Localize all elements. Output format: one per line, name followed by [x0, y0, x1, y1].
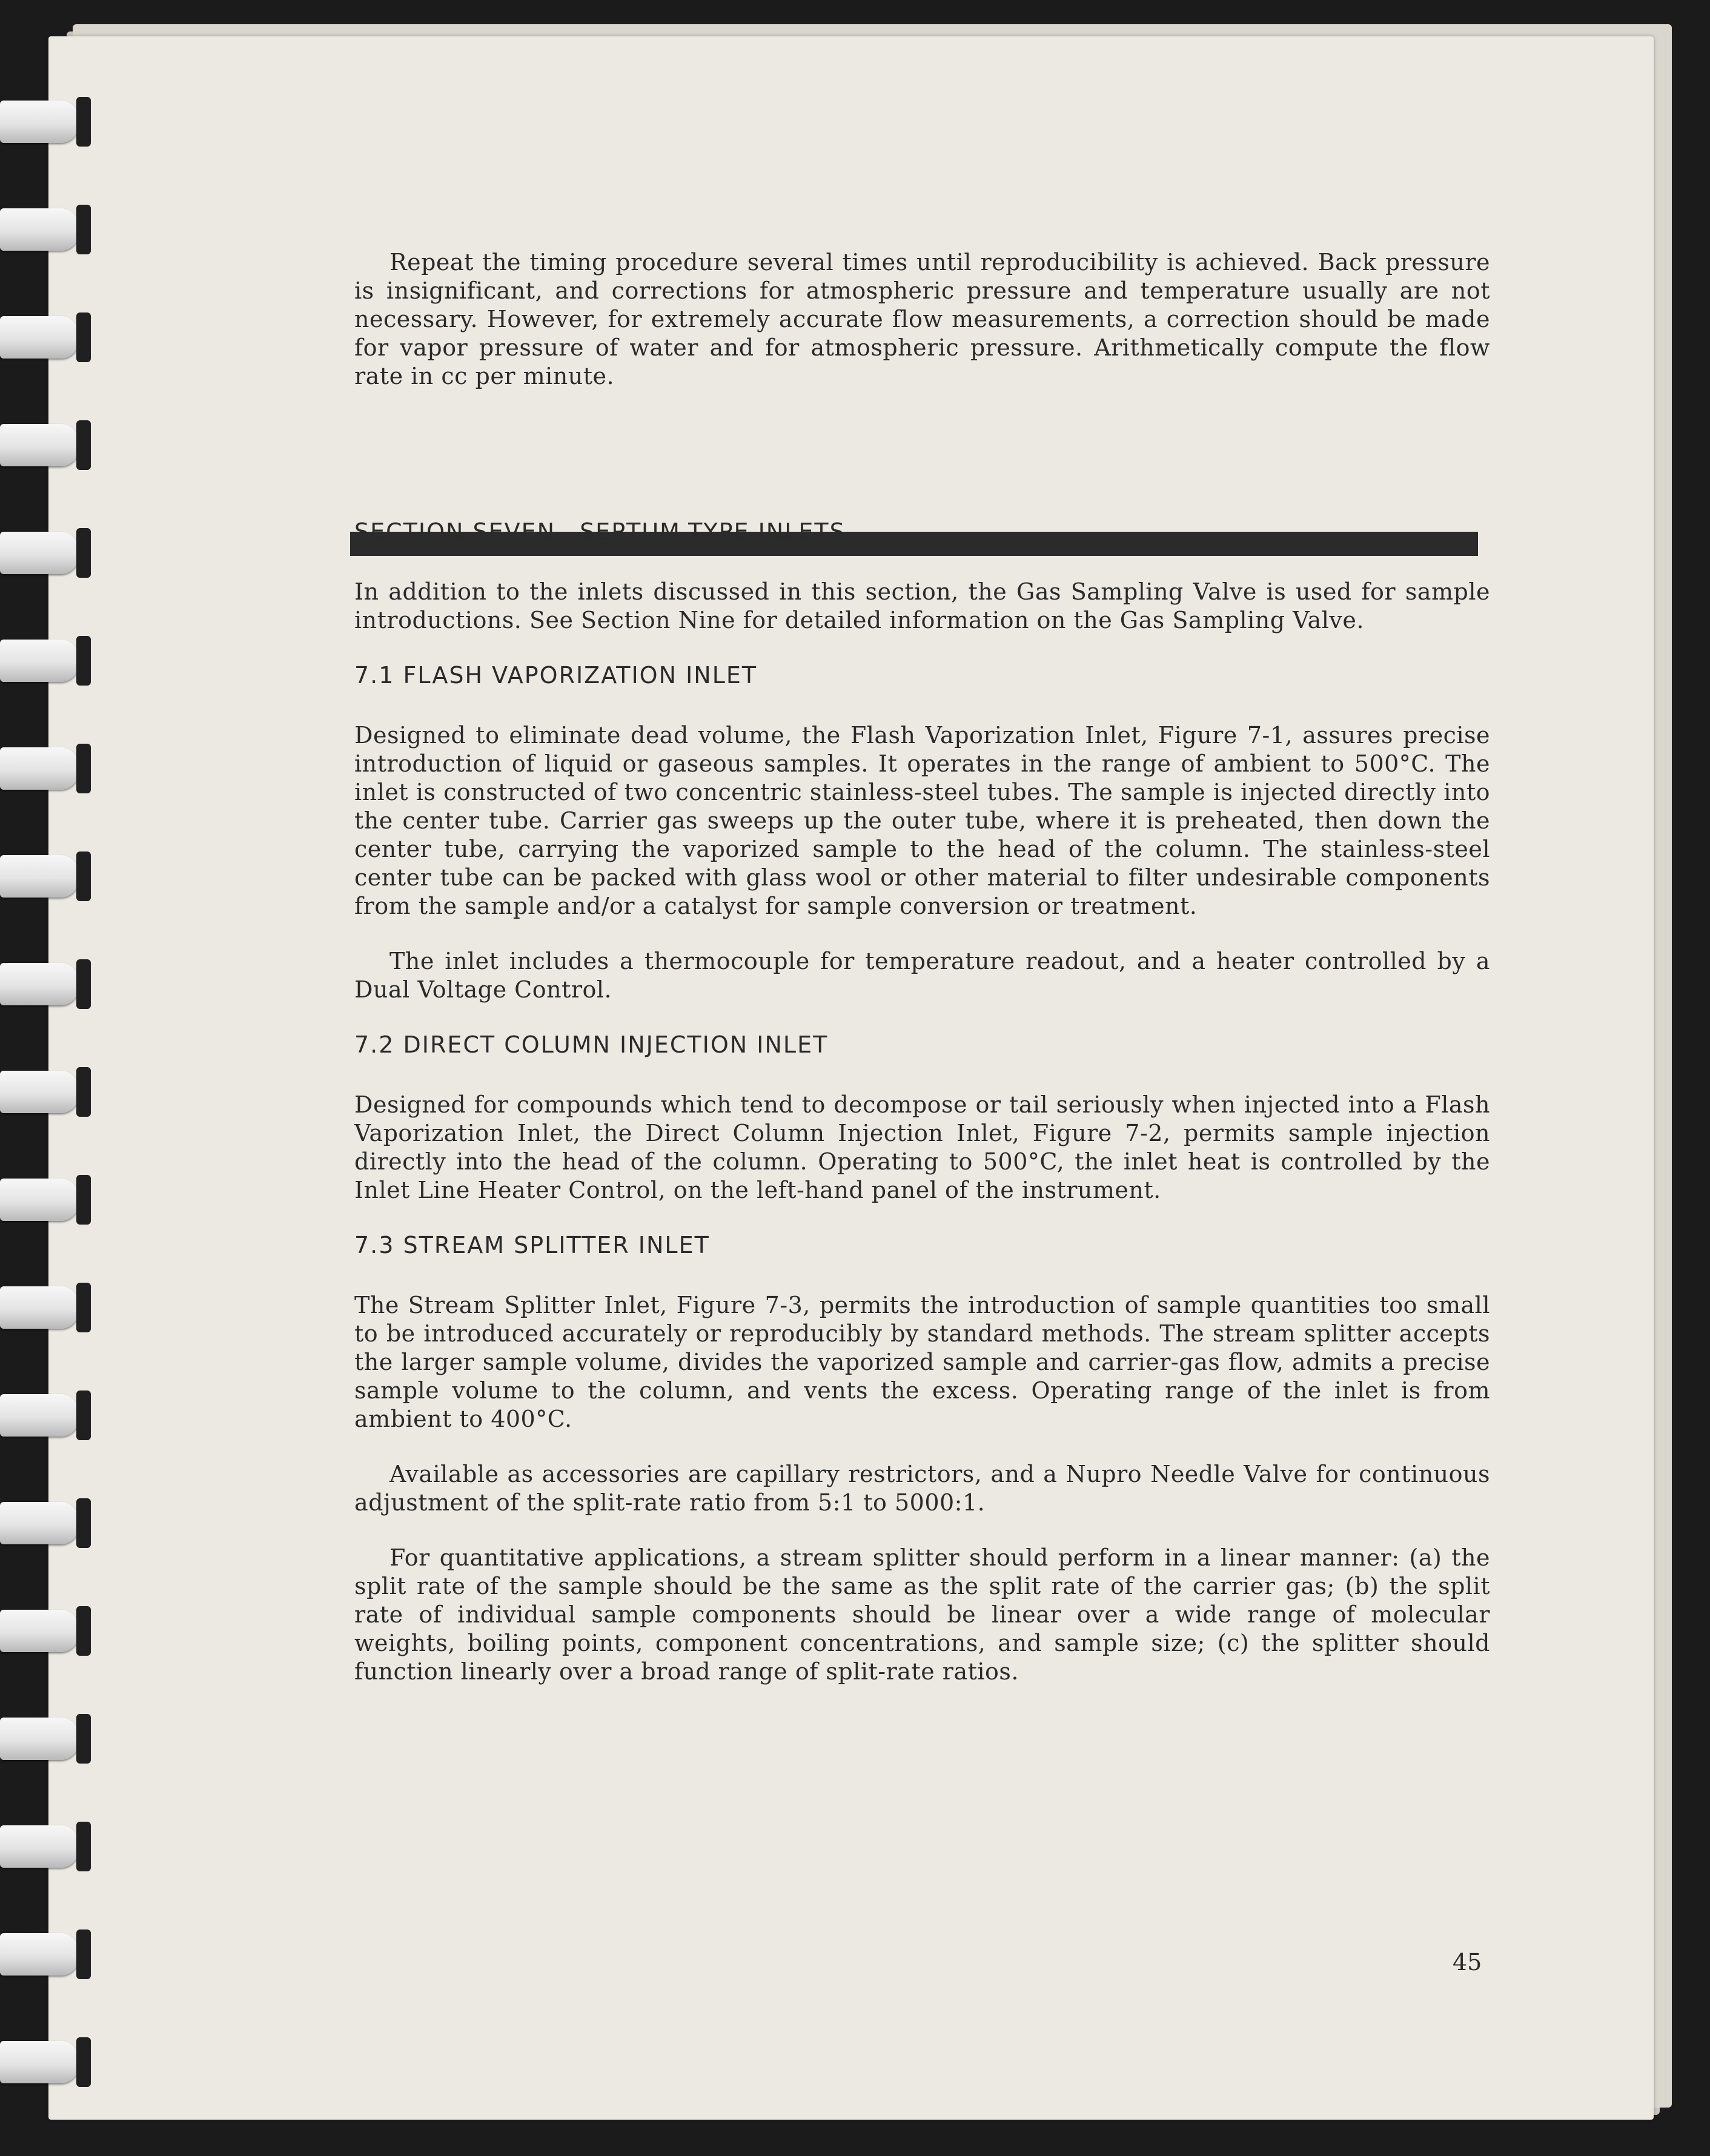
- binding-ring-tip: [76, 205, 91, 254]
- binding-ring: [0, 1390, 97, 1441]
- subsection-heading-7-1: 7.1 FLASH VAPORIZATION INLET: [354, 662, 758, 689]
- binding-ring-loop: [0, 1610, 79, 1652]
- flash-inlet-thermocouple-paragraph: The inlet includes a thermocouple for temperature readout, and a heater controlled by a Dual Voltage Control.: [354, 948, 1490, 1003]
- intro-paragraph: Repeat the timing procedure several times until reproducibility is achieved. Back pressure is insignificant, and corrections for atmospheric pressure and temperature usually are not necessary. However, for extremely accurate flow measurements, a correction should be made for vapor pressure of water and for atmospheric pressure. Arithmetically compute the flow rate in cc per minute.: [354, 249, 1490, 389]
- binding-ring-tip: [76, 1390, 91, 1440]
- flash-inlet-paragraph: Designed to eliminate dead volume, the Flash Vaporization Inlet, Figure 7-1, assures precise introduction of liquid or gaseous samples. It operates in the range of ambient to 500°C. The inlet is constructed of two concentric stainless-steel tubes. The sample is injected directly into the center tube. Carrier gas sweeps up the outer tube, where it is preheated, then down the center tube, carrying the vaporized sample to the head of the column. The stainless-steel center tube can be packed with glass wool or other material to filter undesirable components from the sample and/or a catalyst for sample conversion or treatment.: [354, 722, 1490, 919]
- binding-ring-loop: [0, 1933, 79, 1976]
- binding-ring-loop: [0, 1071, 79, 1113]
- binding-ring: [0, 851, 97, 902]
- section-title: SEPTUM-TYPE INLETS: [580, 518, 846, 545]
- binding-ring-tip: [76, 1606, 91, 1656]
- binding-ring-loop: [0, 1502, 79, 1544]
- binding-ring-loop: [0, 2041, 79, 2083]
- binding-ring: [0, 2037, 97, 2088]
- binding-ring: [0, 1498, 97, 1549]
- binding-ring-tip: [76, 851, 91, 901]
- binding-ring: [0, 1822, 97, 1873]
- binding-ring-loop: [0, 640, 79, 682]
- binding-ring: [0, 528, 97, 579]
- binding-ring-loop: [0, 1825, 79, 1868]
- binding-ring-loop: [0, 532, 79, 574]
- binding-ring: [0, 1175, 97, 1226]
- binding-ring: [0, 97, 97, 148]
- binding-ring-tip: [76, 312, 91, 362]
- direct-column-paragraph: Designed for compounds which tend to decompose or tail seriously when injected into a Flash Vaporization Inlet, the Direct Column Injection Inlet, Figure 7-2, permits sample injection directly into the head of the column. Operating to 500°C, the inlet heat is controlled by the Inlet Line Heater Control, on the left-hand panel of the instrument.: [354, 1091, 1490, 1203]
- binding-ring: [0, 636, 97, 687]
- accessories-paragraph: Available as accessories are capillary restrictors, and a Nupro Needle Valve for continuous adjustment of the split-rate ratio from 5:1 to 5000:1.: [354, 1461, 1490, 1516]
- binding-ring-tip: [76, 2037, 91, 2087]
- binding-ring-tip: [76, 1714, 91, 1764]
- binding-ring-tip: [76, 744, 91, 793]
- section-intro-paragraph: In addition to the inlets discussed in this section, the Gas Sampling Valve is used for sample introductions. See Section Nine for detailed information on the Gas Sampling Valve.: [354, 578, 1490, 633]
- binding-ring-loop: [0, 101, 79, 143]
- binding-ring-tip: [76, 528, 91, 578]
- binding-ring-loop: [0, 747, 79, 790]
- binding-ring-loop: [0, 316, 79, 359]
- binding-ring-tip: [76, 636, 91, 686]
- binding-ring: [0, 1714, 97, 1765]
- binding-ring: [0, 959, 97, 1010]
- binding-ring-tip: [76, 1929, 91, 1979]
- binding-ring: [0, 420, 97, 471]
- binding-ring: [0, 1283, 97, 1334]
- stream-splitter-paragraph: The Stream Splitter Inlet, Figure 7-3, permits the introduction of sample quantities too small to be introduced accurately or reproducibly by standard methods. The stream splitter accepts the larger sample volume, divides the vaporized sample and carrier-gas flow, admits a precise sample volume to the column, and vents the excess. Operating range of the inlet is from ambient to 400°C.: [354, 1292, 1490, 1432]
- subsection-heading-7-3: 7.3 STREAM SPLITTER INLET: [354, 1232, 710, 1258]
- quantitative-applications-paragraph: For quantitative applications, a stream splitter should perform in a linear manner: (a) the split rate of the sample should be the same as the split rate of the carrier gas; (b) the split rate of individual sample components should be linear over a wide range of molecular weights, boiling points, component concentrations, and sample size; (c) the splitter should function linearly over a broad range of split-rate ratios.: [354, 1544, 1490, 1685]
- subsection-heading-7-2: 7.2 DIRECT COLUMN INJECTION INLET: [354, 1031, 829, 1058]
- binding-ring: [0, 205, 97, 256]
- binding-ring-loop: [0, 208, 79, 251]
- binding-ring-tip: [76, 1822, 91, 1871]
- binding-ring: [0, 1606, 97, 1657]
- binding-ring-tip: [76, 1283, 91, 1332]
- binding-ring-tip: [76, 420, 91, 470]
- binding-ring: [0, 1067, 97, 1118]
- binding-ring-tip: [76, 1498, 91, 1548]
- binding-ring-loop: [0, 1179, 79, 1221]
- spiral-binding: [0, 0, 103, 2156]
- page-body: [354, 248, 1490, 1713]
- binding-ring-tip: [76, 1067, 91, 1117]
- section-heading: [354, 518, 1490, 546]
- binding-ring: [0, 744, 97, 795]
- binding-ring-loop: [0, 1286, 79, 1329]
- binding-ring-loop: [0, 1718, 79, 1760]
- page-number: 45: [1453, 1949, 1482, 1976]
- section-number: SECTION SEVEN: [354, 518, 556, 545]
- binding-ring-loop: [0, 963, 79, 1005]
- binding-ring: [0, 312, 97, 363]
- binding-ring: [0, 1929, 97, 1980]
- binding-ring-loop: [0, 855, 79, 898]
- binding-ring-tip: [76, 1175, 91, 1225]
- binding-ring-loop: [0, 1394, 79, 1437]
- binding-ring-tip: [76, 97, 91, 147]
- binding-ring-loop: [0, 424, 79, 466]
- binding-ring-tip: [76, 959, 91, 1009]
